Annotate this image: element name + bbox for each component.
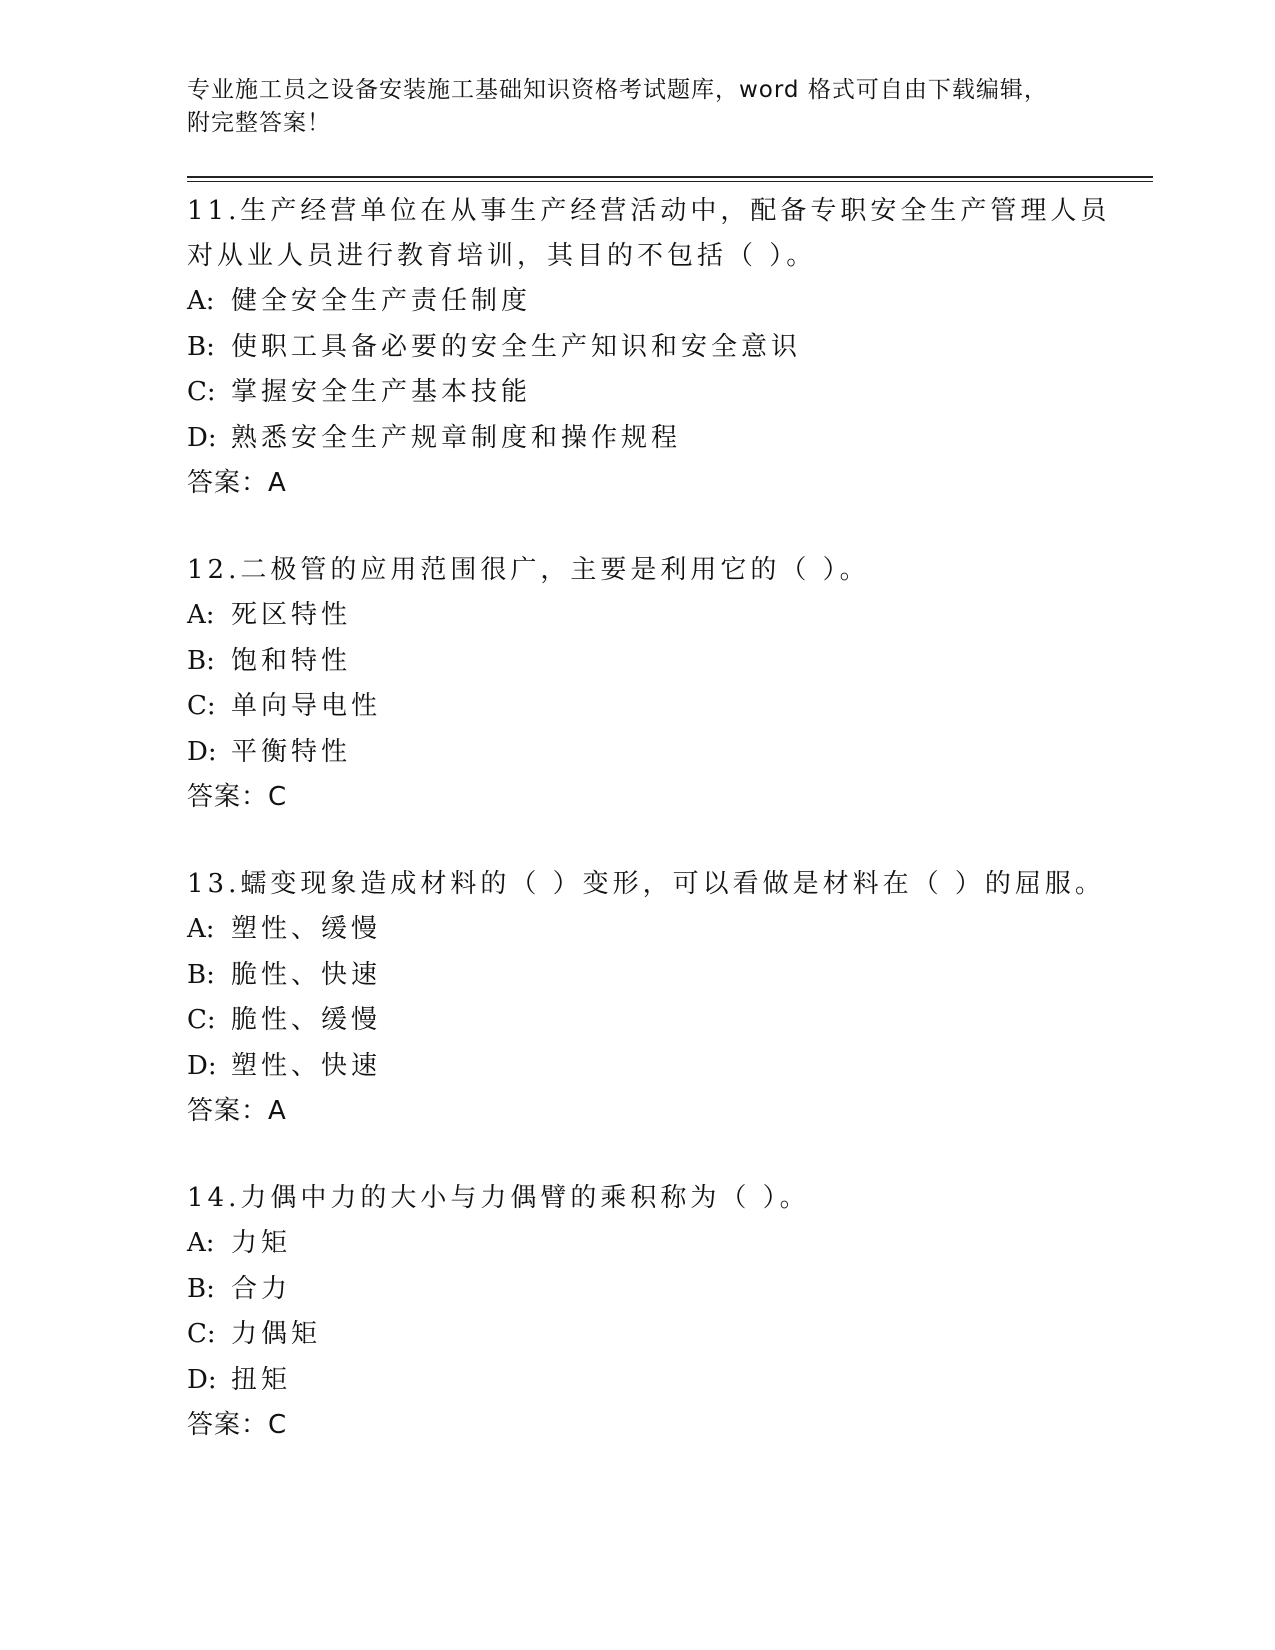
option-text: 脆性、快速 — [231, 959, 382, 990]
option-c — [187, 998, 1087, 1044]
option-a — [187, 1221, 1087, 1267]
option-letter: B: — [187, 1273, 215, 1304]
option-text: 健全安全生产责任制度 — [231, 286, 532, 316]
header-line-2: 附完整答案！ — [187, 110, 331, 136]
question-13 — [187, 862, 1105, 1134]
option-text: 单向导电性 — [231, 691, 382, 721]
option-letter: C: — [187, 1005, 216, 1035]
option-text: 掌握安全生产基本技能 — [231, 377, 532, 407]
option-text: 力偶矩 — [231, 1319, 322, 1349]
option-letter: D: — [187, 1050, 217, 1081]
header-divider-thin — [187, 181, 1153, 182]
option-letter: A: — [187, 286, 215, 316]
option-d — [187, 1358, 1087, 1404]
option-text: 平衡特性 — [231, 736, 352, 767]
option-letter: B: — [187, 645, 215, 676]
option-text: 力矩 — [231, 1228, 292, 1258]
header-divider-thick — [187, 176, 1153, 178]
option-text: 死区特性 — [231, 600, 352, 630]
question-list — [187, 189, 1111, 1490]
option-letter: A: — [187, 1228, 215, 1258]
option-letter: B: — [187, 959, 215, 990]
option-letter: C: — [187, 691, 216, 721]
question-stem-line: 12.二极管的应用范围很广，主要是利用它的（ ）。 — [187, 555, 870, 585]
option-letter: A: — [187, 914, 215, 944]
option-text: 扭矩 — [231, 1364, 292, 1395]
option-d — [187, 730, 1087, 776]
option-c — [187, 1312, 1087, 1358]
option-letter: D: — [187, 736, 217, 767]
question-stem-line: 11.生产经营单位在从事生产经营活动中，配备专职安全生产管理人员 — [187, 196, 1111, 226]
option-text: 脆性、缓慢 — [231, 1005, 382, 1035]
option-letter: C: — [187, 377, 216, 407]
option-text: 饱和特性 — [231, 645, 352, 676]
header-line-1: 专业施工员之设备安装施工基础知识资格考试题库，word 格式可自由下载编辑， — [187, 77, 1048, 103]
question-11 — [187, 189, 1111, 506]
option-d — [187, 416, 1087, 462]
option-text: 塑性、缓慢 — [231, 914, 382, 944]
option-c — [187, 370, 1087, 416]
answer-line: 答案：C — [187, 782, 288, 812]
option-b — [187, 639, 1087, 685]
option-letter: A: — [187, 600, 215, 630]
question-stem-line: 13.蠕变现象造成材料的（ ）变形，可以看做是材料在（ ）的屈服。 — [187, 869, 1105, 899]
question-stem-line: 对从业人员进行教育培训，其目的不包括（ ）。 — [187, 241, 817, 271]
option-letter: C: — [187, 1319, 216, 1349]
option-text: 熟悉安全生产规章制度和操作规程 — [231, 422, 682, 453]
question-stem-line: 14.力偶中力的大小与力偶臂的乘积称为（ ）。 — [187, 1183, 810, 1213]
option-b — [187, 325, 1087, 371]
option-text: 塑性、快速 — [231, 1050, 382, 1081]
answer-line: 答案：C — [187, 1410, 288, 1440]
option-letter: D: — [187, 1364, 217, 1395]
answer-line: 答案：A — [187, 468, 287, 498]
question-12 — [187, 548, 1087, 820]
option-b — [187, 1267, 1087, 1313]
option-c — [187, 684, 1087, 730]
option-a — [187, 907, 1087, 953]
option-a — [187, 593, 1087, 639]
option-d — [187, 1044, 1087, 1090]
option-text: 使职工具备必要的安全生产知识和安全意识 — [231, 331, 802, 362]
document-header — [187, 74, 1087, 140]
option-b — [187, 953, 1087, 999]
option-a — [187, 279, 1087, 325]
option-letter: D: — [187, 422, 217, 453]
answer-line: 答案：A — [187, 1096, 287, 1126]
option-text: 合力 — [231, 1273, 292, 1304]
option-letter: B: — [187, 331, 215, 362]
question-14 — [187, 1176, 1087, 1448]
